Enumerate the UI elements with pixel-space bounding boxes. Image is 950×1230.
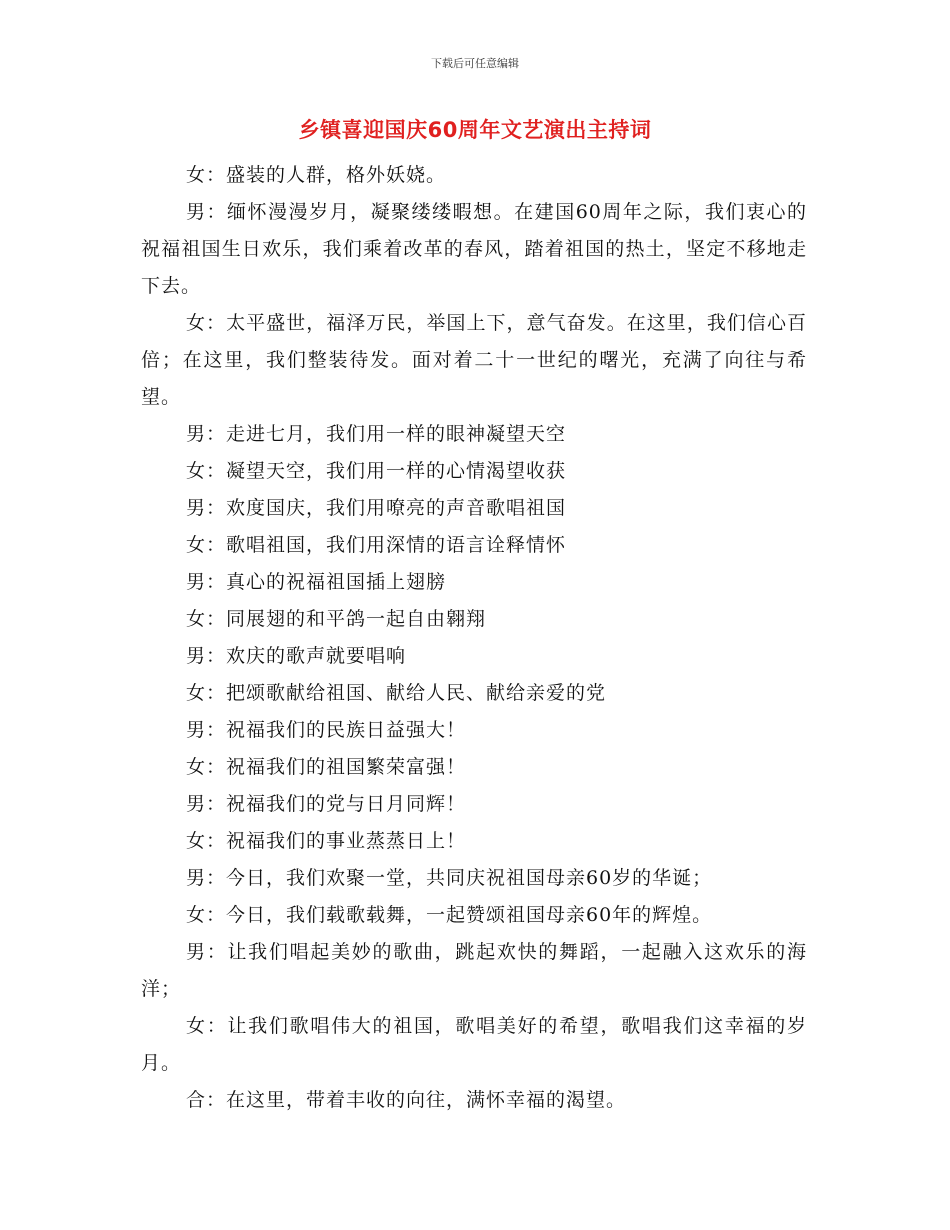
paragraph: 女：同展翅的和平鸽一起自由翱翔 [186,608,487,630]
paragraph: 女：今日，我们载歌载舞，一起赞颂祖国母亲60年的辉煌。 [186,904,713,926]
paragraph: 女：祝福我们的事业蒸蒸日上！ [186,830,467,852]
paragraph: 女：凝望天空，我们用一样的心情渴望收获 [186,460,567,482]
header-note: 下载后可任意编辑 [431,57,519,70]
paragraph: 男：祝福我们的党与日月同辉！ [186,793,467,815]
paragraph: 男：走进七月，我们用一样的眼神凝望天空 [186,423,567,445]
paragraph: 男：欢度国庆，我们用嘹亮的声音歌唱祖国 [186,497,567,519]
document-title: 乡镇喜迎国庆60周年文艺演出主持词 [298,118,652,142]
paragraph: 女：太平盛世，福泽万民，举国上下，意气奋发。在这里，我们信心百倍；在这里，我们整装待发。面对着二十一世纪的曙光，充满了向往与希望。 [141,312,807,408]
paragraph: 女：歌唱祖国，我们用深情的语言诠释情怀 [186,534,567,556]
paragraph: 男：让我们唱起美妙的歌曲，跳起欢快的舞蹈，一起融入这欢乐的海洋； [141,941,807,1000]
paragraph: 女：让我们歌唱伟大的祖国，歌唱美好的希望，歌唱我们这幸福的岁月。 [141,1015,807,1074]
paragraph: 男：缅怀漫漫岁月，凝聚缕缕暇想。在建国60周年之际，我们衷心的祝福祖国生日欢乐，我们乘着改革的春风，踏着祖国的热土，坚定不移地走下去。 [141,201,807,297]
paragraph: 男：祝福我们的民族日益强大！ [186,719,467,741]
document-body [141,157,807,1119]
paragraph: 女：祝福我们的祖国繁荣富强！ [186,756,467,778]
paragraph: 合：在这里，带着丰收的向往，满怀幸福的渴望。 [186,1089,627,1111]
paragraph: 女：把颂歌献给祖国、献给人民、献给亲爱的党 [186,682,607,704]
paragraph: 男：真心的祝福祖国插上翅膀 [186,571,447,593]
paragraph: 男：今日，我们欢聚一堂，共同庆祝祖国母亲60岁的华诞； [186,867,713,889]
paragraph: 男：欢庆的歌声就要唱响 [186,645,407,667]
paragraph: 女：盛装的人群，格外妖娆。 [186,164,447,186]
